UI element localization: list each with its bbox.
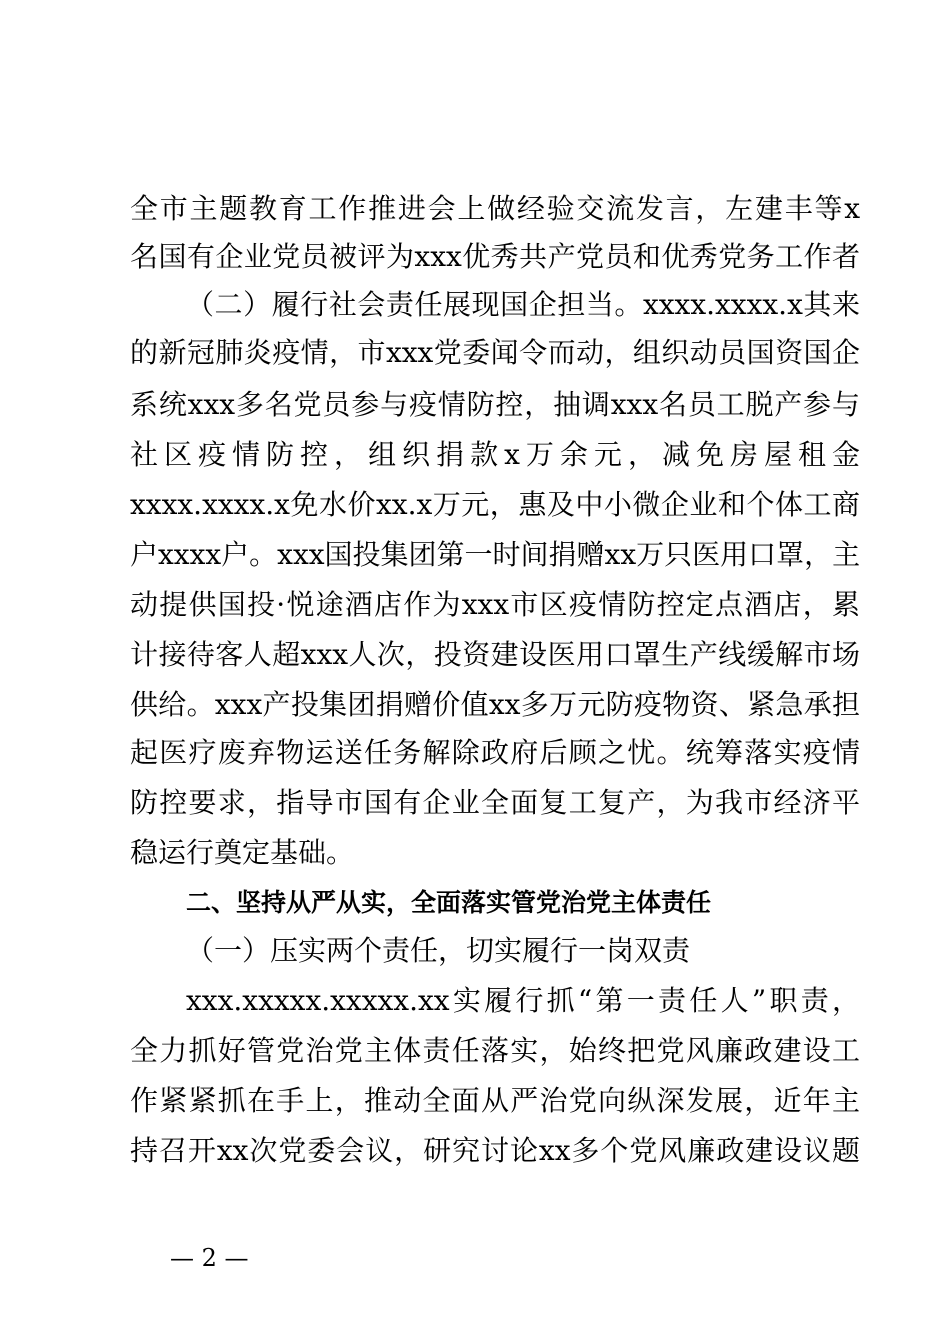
- subsection-heading: （一）压实两个责任，切实履行一岗双责: [186, 934, 691, 967]
- body-text-line: xxxx.xxxx.x免水价xx.x万元，惠及中小微企业和个体工商: [130, 488, 860, 521]
- body-text-line: 户xxxx户。xxx国投集团第一时间捐赠xx万只医用口罩，主: [130, 538, 860, 571]
- body-text-line: 系统xxx多名党员参与疫情防控，抽调xxx名员工脱产参与: [130, 388, 860, 421]
- body-text-line: 动提供国投·悦途酒店作为xxx市区疫情防控定点酒店，累: [130, 588, 860, 621]
- body-text-line: 名国有企业党员被评为xxx优秀共产党员和优秀党务工作者: [130, 240, 860, 273]
- body-text-line: 供给。xxx产投集团捐赠价值xx多万元防疫物资、紧急承担: [130, 688, 860, 721]
- body-text-line: 计接待客人超xxx人次，投资建设医用口罩生产线缓解市场: [130, 638, 860, 671]
- body-text-line: 作紧紧抓在手上，推动全面从严治党向纵深发展，近年主: [130, 1084, 860, 1117]
- body-text-line: 的新冠肺炎疫情，市xxx党委闻令而动，组织动员国资国企: [130, 336, 860, 369]
- body-text-line: 稳运行奠定基础。: [130, 836, 355, 869]
- body-text-line: 防控要求，指导市国有企业全面复工复产，为我市经济平: [130, 786, 860, 819]
- body-text-line: 持召开xx次党委会议，研究讨论xx多个党风廉政建设议题: [130, 1134, 860, 1167]
- body-text-line: 社区疫情防控，组织捐款x万余元，减免房屋租金: [130, 438, 860, 471]
- page-number: — 2 —: [170, 1244, 249, 1272]
- body-text-line: 全力抓好管党治党主体责任落实，始终把党风廉政建设工: [130, 1034, 860, 1067]
- section-subheading-line: （二）履行社会责任展现国企担当。xxxx.xxxx.x其来: [186, 288, 860, 321]
- body-text-line: xxx.xxxxx.xxxxx.xx实履行抓“第一责任人”职责，: [186, 984, 860, 1017]
- section-heading: 二、坚持从严从实，全面落实管党治党主体责任: [186, 888, 712, 917]
- body-text-line: 全市主题教育工作推进会上做经验交流发言，左建丰等x: [130, 192, 860, 225]
- body-text-line: 起医疗废弃物运送任务解除政府后顾之忧。统筹落实疫情: [130, 736, 860, 769]
